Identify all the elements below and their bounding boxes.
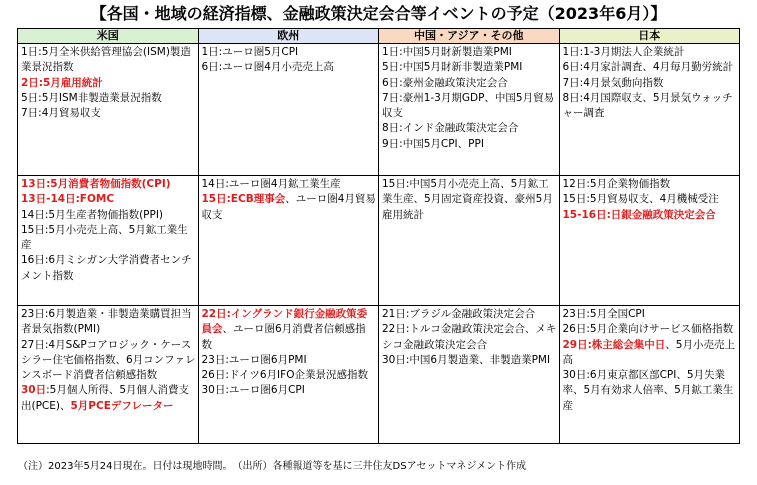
event-item [202, 177, 377, 192]
event-item [382, 307, 557, 322]
cell-us-late-june [18, 306, 199, 444]
event-item [202, 60, 377, 75]
event-text: 1日:5月全米供給管理協会(ISM)製造業景況指数 [21, 46, 191, 74]
footnote: （注）2023年5月24日現在。日付は現地時間。 （出所）各種報道等を基に三井住友DSアセットマネジメント作成 [18, 461, 527, 472]
event-item [21, 307, 196, 338]
event-item [563, 368, 738, 414]
event-text: 5日:中国5月財新非製造業PMI [382, 61, 523, 74]
highlighted-event-text: 22日:イングランド銀行金融政策委員会 [201, 308, 368, 336]
event-text: 23日:5月全国CPI [562, 308, 645, 320]
event-text: 15日:5月貿易収支、4月機械受注 [562, 193, 719, 206]
event-item [563, 177, 738, 192]
highlighted-event-text: 13日:5月消費者物価指数(CPI) [21, 178, 171, 190]
event-item [382, 353, 557, 368]
highlighted-event-text: 15-16日:日銀金融政策決定会合 [562, 208, 716, 221]
event-schedule-table [17, 28, 740, 444]
event-item [382, 60, 557, 75]
event-text: 、5月小売売上高 [562, 338, 735, 366]
page-title: 【各国・地域の経済指標、金融政策決定会合等イベントの予定（2023年6月）】 [90, 4, 667, 23]
event-item [202, 353, 377, 368]
event-text: 26日:ドイツ6月IFO企業景況感指数 [201, 369, 368, 382]
event-text: 12日:5月企業物価指数 [562, 178, 671, 190]
highlighted-event-text: 13日-14日:FOMC [21, 193, 115, 206]
event-text: 16日:6月ミシガン大学消費者センチメント指数 [21, 254, 192, 282]
event-item [382, 45, 557, 60]
event-item [563, 45, 738, 60]
event-item [563, 60, 738, 75]
event-text: 8日:インド金融政策決定会合 [382, 122, 519, 135]
event-item [202, 307, 377, 353]
event-item [21, 208, 196, 223]
event-text: 30日:中国6月製造業、非製造業PMI [382, 353, 551, 366]
table-row [18, 306, 740, 444]
event-text: 6日:豪州金融政策決定会合 [382, 76, 508, 89]
highlighted-event-text: 29日:株主総会集中日 [562, 338, 666, 351]
cell-asia-mid-june [379, 176, 560, 306]
event-item [21, 91, 196, 106]
event-item [563, 322, 738, 337]
event-item [21, 192, 196, 207]
cell-us-early-june [18, 44, 199, 176]
event-item [21, 338, 196, 384]
header-japan: 日本 [559, 29, 740, 44]
event-item [21, 383, 196, 414]
event-item [563, 307, 738, 322]
table-row [18, 176, 740, 306]
header-asia-other: 中国・アジア・その他 [379, 29, 560, 44]
event-text: 1日:中国5月財新製造業PMI [382, 46, 512, 58]
event-text: 7日:4月景気動向指数 [562, 76, 664, 89]
event-item [21, 76, 196, 91]
event-text: 30日:6月東京都区部CPI、5月失業率、5月有効求人倍率、5月鉱工業生産 [562, 369, 734, 412]
event-text: 15日:中国5月小売売上高、5月鉱工業生産、5月固定資産投資、豪州5月雇用統計 [382, 178, 553, 221]
event-text: 8日:4月国際収支、5月景気ウォッチャー調査 [562, 91, 733, 120]
event-text: 22日:トルコ金融政策決定会合、メキシコ金融政策決定会合 [382, 323, 557, 351]
event-item [563, 208, 738, 223]
cell-japan-early-june [559, 44, 740, 176]
event-item [21, 223, 196, 254]
event-item [563, 192, 738, 207]
event-text: 6日:4月家計調査、4月毎月勤労統計 [562, 61, 734, 74]
event-text: 7日:4月貿易収支 [21, 107, 101, 120]
highlighted-event-text: 30日 [21, 384, 47, 397]
event-item [563, 338, 738, 369]
event-text: 6日:ユーロ圏4月小売売上高 [201, 61, 334, 74]
cell-asia-late-june [379, 306, 560, 444]
event-text: 30日:ユーロ圏6月CPI [201, 384, 305, 397]
event-text: 1日:ユーロ圏5月CPI [201, 46, 299, 58]
highlighted-event-text: 5月PCEデフレーター [70, 399, 174, 412]
event-text: 7日:豪州1-3月期GDP、中国5月貿易収支 [382, 91, 555, 120]
event-item [382, 91, 557, 122]
event-item [202, 368, 377, 383]
event-text: 23日:ユーロ圏6月PMI [201, 353, 307, 366]
header-europe: 欧州 [198, 29, 379, 44]
highlighted-event-text: 15日:ECB理事会 [201, 193, 286, 206]
table-row [18, 44, 740, 176]
event-text: 9日:中国5月CPI、PPI [382, 137, 484, 150]
event-text: 23日:6月製造業・非製造業購買担当者景気指数(PMI) [21, 308, 192, 336]
event-text: 27日:4月S&Pコアロジック・ケースシラー住宅価格指数、6月コンファレンスボード消費者信頼感指数 [21, 338, 196, 382]
event-text: 14日:5月生産者物価指数(PPI) [21, 208, 164, 221]
event-text: 14日:ユーロ圏4月鉱工業生産 [201, 178, 341, 190]
event-text: 、ユーロ圏6月消費者信頼感指数 [201, 323, 366, 351]
cell-europe-early-june [198, 44, 379, 176]
cell-japan-late-june [559, 306, 740, 444]
event-text: 26日:5月企業向けサービス価格指数 [562, 323, 734, 336]
event-text: 1日:1-3月期法人企業統計 [562, 46, 685, 58]
event-text: 21日:ブラジル金融政策決定会合 [382, 308, 536, 320]
cell-asia-early-june [379, 44, 560, 176]
event-item [382, 121, 557, 136]
event-item [21, 45, 196, 76]
event-item [563, 76, 738, 91]
event-item [382, 137, 557, 152]
event-item [382, 76, 557, 91]
event-item [202, 192, 377, 223]
header-us: 米国 [18, 29, 199, 44]
event-item [21, 106, 196, 121]
event-item [202, 45, 377, 60]
event-item [202, 383, 377, 398]
event-item [21, 253, 196, 284]
cell-europe-mid-june [198, 176, 379, 306]
event-item [382, 177, 557, 223]
event-item [21, 177, 196, 192]
event-item [382, 322, 557, 353]
cell-us-mid-june [18, 176, 199, 306]
event-text: 15日:5月小売売上高、5月鉱工業生産 [21, 223, 188, 252]
cell-japan-mid-june [559, 176, 740, 306]
event-text: 5日:5月ISM非製造業景況指数 [21, 91, 162, 104]
event-text: 、ユーロ圏4月貿易収支 [201, 193, 376, 221]
cell-europe-late-june [198, 306, 379, 444]
event-item [563, 91, 738, 122]
event-text: :5月個人所得、5月個人消費支出(PCE)、 [21, 384, 190, 412]
highlighted-event-text: 2日:5月雇用統計 [21, 76, 103, 89]
